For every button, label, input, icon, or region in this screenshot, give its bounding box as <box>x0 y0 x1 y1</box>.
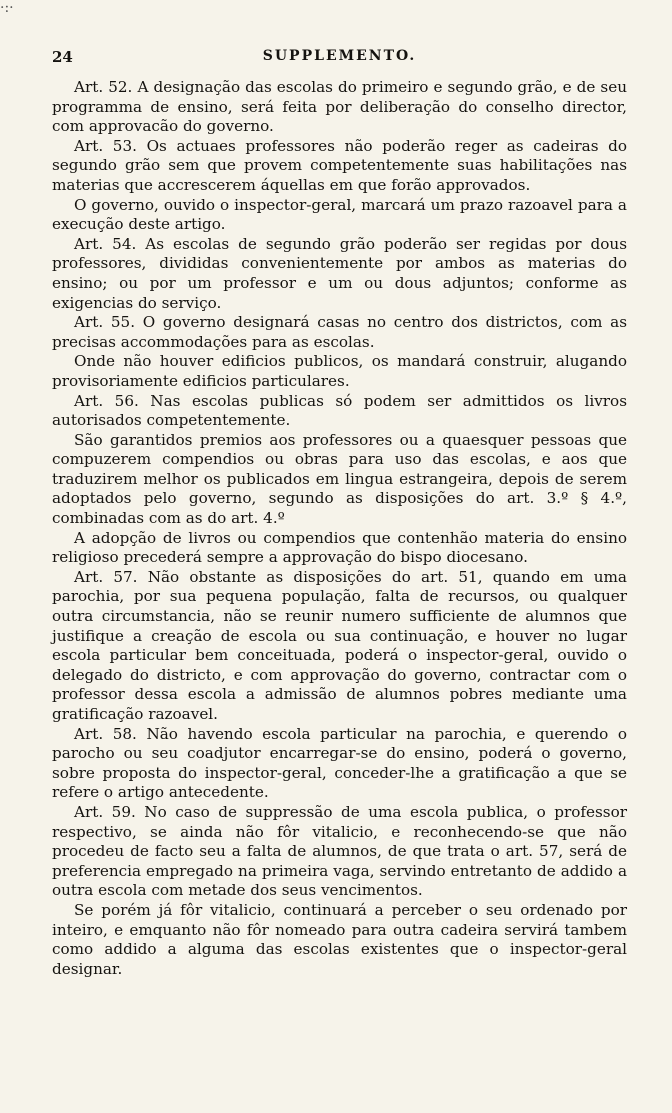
running-title: SUPPLEMENTO. <box>262 48 417 64</box>
paragraph-art-55: Art. 55. O governo designará casas no centro dos districtos, com as precisas accommodações para as escolas. <box>52 313 627 351</box>
book-page <box>52 48 627 979</box>
paragraph-art-59-vitalicio: Se porém já fôr vitalicio, continuará a perceber o seu ordenado por inteiro, e emquanto não fôr nomeado para outra cadeira servirá tambem como addido a alguma das escolas existentes que o inspector-geral designar. <box>52 900 627 978</box>
paragraph-art-52: Art. 52. A designação das escolas do primeiro e segundo grão, e de seu programma de ensino, será feita por deliberação do conselho director, com approvacão do governo. <box>52 78 627 136</box>
paragraph-art-56: Art. 56. Nas escolas publicas só podem ser admittidos os livros autorisados competentemente. <box>52 391 627 430</box>
paragraph-art-55-buildings: Onde não houver edificios publicos, os mandará construir, alugando provisoriamente edificios particulares. <box>52 352 627 390</box>
page-number: 24 <box>52 48 73 66</box>
paragraph-art-57: Art. 57. Não obstante as disposições do art. 51, quando em uma parochia, por sua pequena população, falta de recursos, ou qualquer outra circumstancia, não se reunir numero sufficiente de alumnos que justifique a creação de escola ou sua continuação, e houver no lugar escola particular bem conceituada, poderá o inspector-geral, ouvido o delegado do districto, e com approvação do governo, contractar com o professor dessa escola a admissão de alumnos pobres mediante uma gratificação razoavel. <box>52 567 627 723</box>
page-header <box>52 48 627 70</box>
paragraph-art-58: Art. 58. Não havendo escola particular na parochia, e querendo o parocho ou seu coadjutor encarregar-se do ensino, poderá o governo, sobre proposta do inspector-geral, conceder-lhe a gratificação a que se refere o artigo antecedente. <box>52 724 627 802</box>
paragraph-art-53: Art. 53. Os actuaes professores não poderão reger as cadeiras do segundo grão sem que provem competentemente suas habilitações nas materias que accrescerem áquellas em que forão approvados. <box>52 136 627 194</box>
paragraph-art-56-prizes: São garantidos premios aos professores ou a quaesquer pessoas que compuzerem compendios ou obras para uso das escolas, e aos que traduzirem melhor os publicados em lingua estrangeira, depois de serem adoptados pelo governo, segundo as disposições do art. 3.º § 4.º, combinadas com as do art. 4.º <box>52 430 627 528</box>
page-corner-mark: ·:· <box>0 0 14 16</box>
paragraph-art-59: Art. 59. No caso de suppressão de uma escola publica, o professor respectivo, se ainda não fôr vitalicio, e reconhecendo-se que não procedeu de facto seu a falta de alumnos, de que trata o art. 57, será de preferencia empregado na primeira vaga, servindo entretanto de addido a outra escola com metade dos seus vencimentos. <box>52 802 627 900</box>
paragraph-art-53-deadline: O governo, ouvido o inspector-geral, marcará um prazo razoavel para a execução deste artigo. <box>52 195 627 234</box>
paragraph-art-54: Art. 54. As escolas de segundo grão poderão ser regidas por dous professores, divididas convenientemente por ambos as materias do ensino; ou por um professor e um ou dous adjuntos; conforme as exigencias do serviço. <box>52 234 627 312</box>
paragraph-art-56-religious-books: A adopção de livros ou compendios que contenhão materia do ensino religioso precederá sempre a approvação do bispo diocesano. <box>52 528 627 567</box>
